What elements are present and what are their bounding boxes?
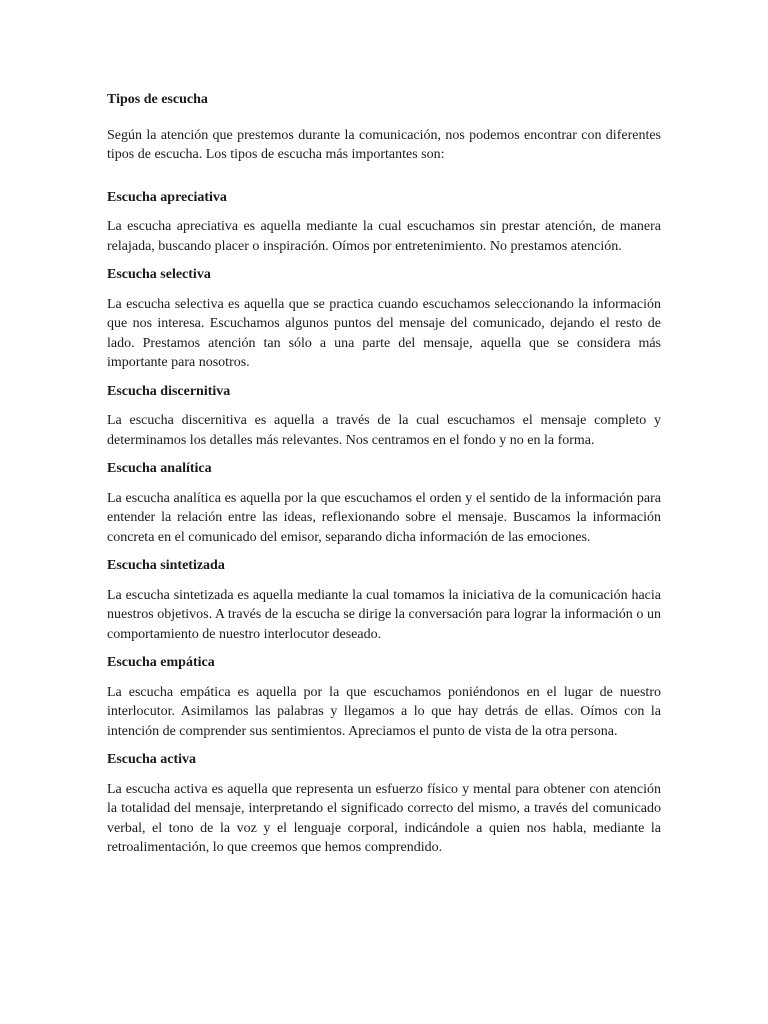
- section-escucha-selectiva: [107, 265, 661, 373]
- section-escucha-sintetizada: [107, 556, 661, 644]
- section-escucha-activa: [107, 750, 661, 858]
- section-body: La escucha activa es aquella que representa un esfuerzo físico y mental para obtener con atención la totalidad del mensaje, interpretando el significado correcto del mismo, a través del comunicado verbal, el tono de la voz y el lenguaje corporal, indicándole a quien nos habla, mediante la retroalimentación, lo que creemos que hemos comprendido.: [107, 781, 661, 855]
- document-title: Tipos de escucha: [107, 92, 208, 107]
- section-heading: Escucha empática: [107, 655, 215, 670]
- section-escucha-discernitiva: [107, 382, 661, 451]
- section-body: La escucha apreciativa es aquella mediante la cual escuchamos sin prestar atención, de manera relajada, buscando placer o inspiración. Oímos por entretenimiento. No prestamos atención.: [107, 219, 661, 254]
- document-page: [107, 90, 661, 858]
- section-body: La escucha discernitiva es aquella a través de la cual escuchamos el mensaje completo y determinamos los detalles más relevantes. Nos centramos en el fondo y no en la forma.: [107, 413, 661, 448]
- section-heading: Escucha analítica: [107, 461, 212, 476]
- section-heading: Escucha selectiva: [107, 267, 211, 282]
- section-heading: Escucha sintetizada: [107, 558, 225, 573]
- section-body: La escucha empática es aquella por la que escuchamos poniéndonos en el lugar de nuestro interlocutor. Asimilamos las palabras y llegamos a lo que hay detrás de ellas. Oímos con la intención de comprender sus sentimientos. Apreciamos el punto de vista de la otra persona.: [107, 684, 661, 739]
- section-escucha-empatica: [107, 653, 661, 741]
- intro-paragraph: Según la atención que prestemos durante la comunicación, nos podemos encontrar con diferentes tipos de escucha. Los tipos de escucha más importantes son:: [107, 127, 661, 162]
- section-escucha-apreciativa: [107, 188, 661, 257]
- section-body: La escucha sintetizada es aquella mediante la cual tomamos la iniciativa de la comunicación hacia nuestros objetivos. A través de la escucha se dirige la conversación para lograr la información o un comportamiento de nuestro interlocutor deseado.: [107, 587, 661, 642]
- section-escucha-analitica: [107, 459, 661, 547]
- section-heading: Escucha activa: [107, 752, 197, 767]
- section-heading: Escucha discernitiva: [107, 383, 231, 399]
- section-heading: Escucha apreciativa: [107, 189, 227, 205]
- section-body: La escucha analítica es aquella por la que escuchamos el orden y el sentido de la información para entender la relación entre las ideas, reflexionando sobre el mensaje. Buscamos la información concreta en el comunicado del emisor, separando dicha información de las emociones.: [107, 490, 661, 545]
- section-body: La escucha selectiva es aquella que se practica cuando escuchamos seleccionando la información que nos interesa. Escuchamos algunos puntos del mensaje del comunicado, dejando el resto de lado. Prestamos atención tan sólo a una parte del mensaje, aquella que se considera más importante para nosotros.: [107, 296, 661, 370]
